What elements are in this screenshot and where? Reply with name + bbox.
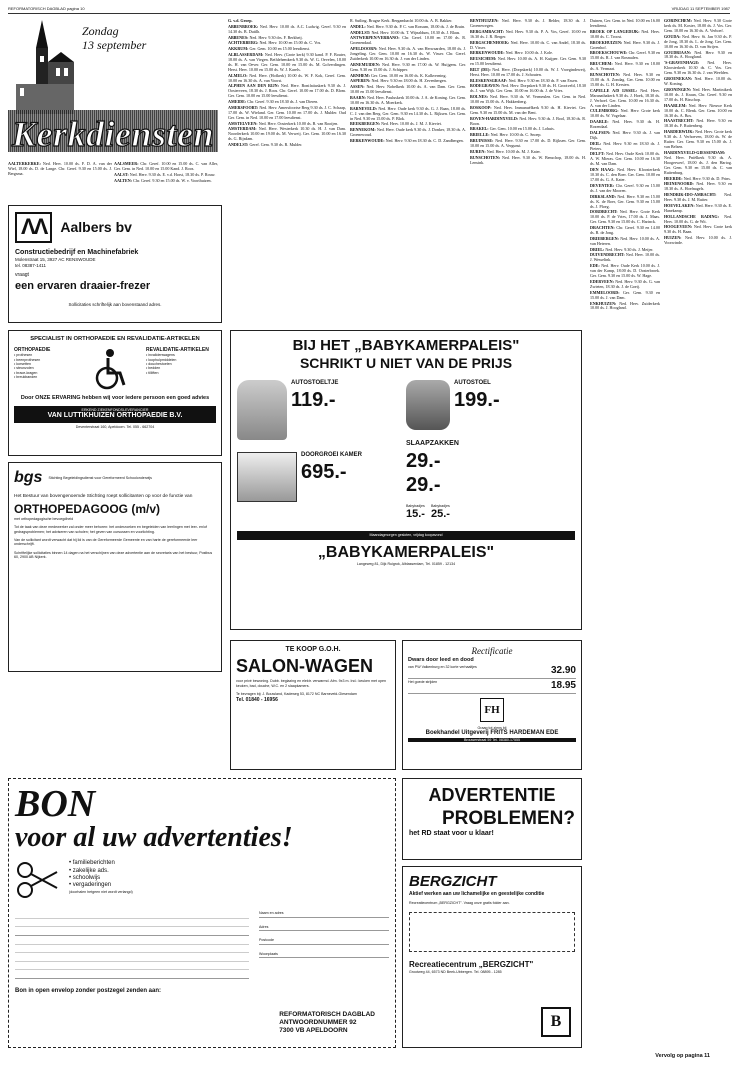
bon-address1: REFORMATORISCH DAGBLAD bbox=[279, 1011, 375, 1019]
header-right: VRIJDAG 11 SEPTEMBER 1987 bbox=[671, 6, 730, 12]
baby-item2: AUTOSTOEL bbox=[454, 380, 491, 387]
baby-item4: DOORGROEI KAMER bbox=[301, 452, 363, 459]
listing-entry: AALTERKERKE: Ned. Herv. 10.00 ds. F. D. A. van der Wiel, 18.00 ds. D. de Lange. Chr. Geref. 9.30 en 15.00 ds. J. Bergsma. bbox=[8, 161, 112, 176]
bedroom-image bbox=[237, 452, 297, 502]
bon-item: • vergaderingen bbox=[69, 882, 112, 889]
ad-bgs bbox=[8, 462, 222, 672]
salon-body: voor privé bewoning. Dubb. beglazing en elektr. verwarmd. Afm. 9x3 m. Ind.: keuken met open keuken, bad, douche, W.C. en 2 slaapkamers. bbox=[236, 679, 387, 688]
aalbers-logo: ΛΛ bbox=[15, 212, 52, 243]
ad-bon bbox=[8, 778, 396, 1048]
bon-address3: 7300 VB APELDOORN bbox=[279, 1027, 348, 1035]
bon-item: • zakelijke ads. bbox=[69, 867, 109, 874]
adv-headline2: PROBLEMEN? bbox=[442, 807, 575, 829]
kerk-day: Zondag bbox=[82, 24, 119, 38]
adv-headline1: ADVERTENTIE bbox=[428, 785, 556, 805]
rect-body: van PW Valkenburg en 32 korte verhaaltjes bbox=[408, 664, 477, 669]
bergzicht-address: Grootweg 44, 6573 ND Beek-Ubbergen. Tel. 08895 - 1285 bbox=[409, 969, 502, 974]
ortho-slogan: Door ONZE ERVARING hebben wij voor iedere persoon een goed advies bbox=[20, 395, 210, 402]
ortho-col1-item: • prothesen bbox=[14, 353, 33, 358]
rect-price1: 32.90 bbox=[550, 664, 576, 676]
ortho-col1-title: ORTHOPAEDIE bbox=[14, 347, 51, 354]
ortho-col2-item: • bedden bbox=[146, 366, 161, 371]
page-header bbox=[8, 4, 730, 14]
baby-store: „BABYKAMERPALEIS" bbox=[317, 543, 495, 561]
baby-item3: SLAAPZAKKEN bbox=[406, 440, 459, 448]
aalbers-name: Aalbers bv bbox=[60, 218, 132, 235]
ad-orthopedie bbox=[8, 330, 222, 456]
listing-col-intro-b bbox=[114, 161, 218, 201]
baby-headline1: BIJ HET „BABYKAMERPALEIS" bbox=[292, 337, 520, 354]
wheelchair-icon bbox=[90, 347, 130, 391]
salon-phone: Tel. 01840 - 16956 bbox=[236, 696, 278, 703]
rect-title: Rectificatie bbox=[471, 646, 513, 656]
ortho-col1-item: • steunzolen bbox=[14, 366, 34, 371]
bgs-contact: Schriftelijke sollicitaties binnen 14 dagen na het verschijnen van deze advertentie aan de secretaris van het bestuur, Postbus 60, 2900 AB Nijkerk. bbox=[14, 550, 213, 560]
rect-store: Boekhandel Uitgeverij FRITS HARDEMAN EDE bbox=[425, 730, 559, 737]
listing-entry: AALTEN: Chr. Geref. 9.30 en 15.00 ds. W. v. Voorthuizen. bbox=[114, 177, 212, 183]
bon-field-label: Naam en adres bbox=[259, 911, 284, 916]
ortho-company: VAN LUTTIKHUIZEN ORTHOPAEDIE B.V. bbox=[47, 412, 183, 420]
rect-item2: Het goede strijden bbox=[408, 679, 438, 684]
ad-babykamer bbox=[230, 330, 582, 630]
bon-field-label: Adres bbox=[259, 924, 269, 929]
ad-rectificatie bbox=[402, 640, 582, 770]
ortho-col2-item: • tilliften bbox=[146, 370, 159, 375]
rect-address: Brouwerstraat 59 Tel. 08380-17555 bbox=[408, 738, 576, 742]
ad-problemen bbox=[402, 778, 582, 860]
ortho-col2-title: REVALIDATIE-ARTIKELEN bbox=[146, 347, 209, 354]
baby-item6: Babybadjes bbox=[430, 503, 450, 508]
ortho-col1-item: • breukbanden bbox=[14, 375, 38, 380]
baby-price1: 119.- bbox=[291, 388, 336, 411]
ortho-company-bar bbox=[14, 406, 216, 423]
bgs-logo: bgs bbox=[14, 469, 43, 486]
ortho-col1-item: • korsetten bbox=[14, 361, 32, 366]
rect-price2: 18.95 bbox=[550, 679, 576, 691]
ad-salonwagen bbox=[230, 640, 396, 770]
kerk-title: Kerkdiensten bbox=[12, 114, 215, 154]
baby-address: Langeweg 81, Dijk Ruigrok, Alblasserdam, Tel. 01859 - 12134 bbox=[356, 562, 456, 567]
baby-price5: 15.- bbox=[406, 508, 425, 521]
rect-footer: Graag tot ziens bij bbox=[477, 726, 507, 731]
kerk-date: 13 september bbox=[82, 38, 147, 52]
ortho-title: SPECIALIST IN ORTHOPAEDIE EN REVALIDATIE-ARTIKELEN bbox=[30, 336, 200, 342]
listing-entry: AALST: Ned. Herv. 9.30 ds. E. v.d. Horst, 18.30 ds. P. Rouw. bbox=[114, 171, 216, 177]
bgs-function: ORTHOPEDAGOOG (m/v) bbox=[14, 502, 161, 517]
ortho-col1-item: • brace-kragen bbox=[14, 370, 38, 375]
aalbers-prefix: vraagt bbox=[15, 272, 29, 279]
ad-aalbers bbox=[8, 205, 222, 323]
bgs-body: Tot de taak van deze medewerker zal onder meer behoren: het onderzoeken en begeleiden van leerlingen met leer- en/of gedragsproblemen; het adviseren van scholen; het geven van cursussen en voorlichting. bbox=[14, 525, 207, 534]
bergzicht-logo: B bbox=[541, 1007, 571, 1037]
baby-price3b: 29.- bbox=[406, 474, 441, 497]
bon-item: • schoolwijs bbox=[69, 875, 101, 882]
salon-headline: SALON-WAGEN bbox=[236, 655, 373, 676]
bon-title1: BON bbox=[15, 783, 96, 825]
header-left: REFORMATORISCH DAGBLAD pagina 10 bbox=[8, 6, 85, 12]
aalbers-address: Molenstraat 15, 3927 AC RENSWOUDE bbox=[15, 257, 96, 263]
listing-col-3: R. Sutling. Brugse Kerk. Bergambacht 10.00 ds. A. B. Bakker. ANDEL: Ned. Herv. 9.30 ds. P. C. van Rossum, 18.00 ds. J. de Bruin. ANDELST: Ned. Herv. 10.00 ds. T. Wijnaldum, 18.30 ds. J. Blaas. ANTWERPEN/VERBANO: Chr. Geref. 10.00 en 17.00 ds. R. Groenendaal. APELDOORN: Ned. Herv. 9.30 ds. A. van Herwaarden, 18.00 ds. J. Jongeling. Ger. Gem. 10.00 en 16.30 ds. W. Visser. Chr. Geref. Zuiderkerk 10.00 en 16.30 ds. J. van der Linden. ARNEMUIDEN: Ned. Herv. 9.30 en 17.00 ds. W. Huijgens. Ger. Gem. 9.30 en 15.00 ds. J. Schipper. ARNHEM: Ger. Gem. 10.00 en 16.00 ds. K. Kalkverning. ASPEREN: Ned. Herv. 9.30 en 18.00 ds. H. Zevenbergen. ASSEN: Ned. Herv. Nobelkerk 10.00 ds. A. van Dam. Ger. Gem. 10.00 en 15.00 leesdienst. BAARN: Ned. Herv. Pauluskerk 10.00 ds. J. A. de Koning. Ger. Gem. 10.00 en 16.30 ds. A. Moerkerk. BARNEVELD: Ned. Herv. Oude kerk 9.30 ds. G. J. Baan, 18.00 ds. C. J. van den Berg. Ger. Gem. 9.30 en 14.30 ds. L. Rijksen. Ger. Gem. in Ned. 9.30 en 15.00 ds. P. Blok. BEEKBERGEN: Ned. Herv. 10.00 ds. J. M. J. Kieviet. BENNEKOM: Ned. Herv. Oude kerk 9.30 ds. J. Donker, 18.30 ds. A. Groenewoud. BERKENWOUDE: Ned. Herv. 9.30 en 18.30 ds. C. D. Zandbergen. bbox=[350, 18, 466, 144]
car-seat-image bbox=[237, 380, 287, 440]
bergzicht-name: Recreatiecentrum „BERGZICHT" bbox=[409, 959, 534, 969]
aalbers-phone: tel. 08387-1411 bbox=[15, 262, 46, 268]
bgs-intro: Het Bestuur van bovengenoemde Stichting roept sollicitanten op voor de functie van bbox=[14, 493, 193, 499]
listing-col-4: BENTHUIZEN: Ned. Herv. 9.30 ds. J. Belder, 18.30 ds. J. Groenewegen. BERGAMBACHT: Ned. Herv. 9.30 ds. P. A. Vos, Geref. 10.00 en 16.30 ds. J. R. Berger. BERGSCHENHOEK: Ned. Herv. 10.00 ds. C. van Andel, 18.30 ds. D. Visser. BERKENWOUDE: Ned. Herv. 10.00 ds. J. Kole. BEUSICHEM: Ned. Herv. 10.00 ds. A. H. Kuijper. Ger. Gem. 9.30 en 15.00 leesdienst. BILT (DE): Ned. Herv. (Dorpskerk) 10.00 ds. W. J. Vroegindeweij, Herst. Herv. 10.00 en 17.00 ds. J. Schouten. BLESKENSGRAAF: Ned. Herv. 9.30 en 18.30 ds. F. van Essen. BODEGRAVEN: Ned. Herv. Dorpskerk 9.30 ds. H. Grootveld, 18.30 ds. J. van Wijk. Ger. Gem. 10.00 en 16.00 ds. J. de Vries. BOLNES: Ned. Herv. 9.30 ds. W. Vermeulen. Ger. Gem. in Ned. 10.00 en 15.00 ds. A. Hakkenberg. BOSKOOP: Ned. Herv. Immanuëlkerk 9.30 ds. H. Kieviet. Ger. Gem. 9.30 en 15.00 ds. M. van der Bent. BOVEN-HARDINXVELD: Ned. Herv. 9.30 ds. J. Bool, 18.30 ds. R. Boon. BRAKEL: Ger. Gem. 10.00 en 15.00 ds. J. Lohuis. BRIELLE: Ned. Herv. 10.00 ds. C. Snoep. BRUINISSE: Ned. Herv. 9.30 en 17.00 ds. D. Rijksen. Ger. Gem. 10.00 en 15.00 ds. A. Vergunst. BUREN: Ned. Herv. 10.00 ds. M. J. Kater. BUNSCHOTEN: Ned. Herv. 9.30 ds. W. Benschop, 18.00 ds. H. Lensink. bbox=[470, 18, 586, 165]
scissors-icon bbox=[15, 860, 59, 900]
bergzicht-subtitle: Aktief werken aan uw lichamelijke en geestelijke conditie bbox=[409, 891, 545, 898]
baby-opening: Maandagmorgen gesloten, vrijdag koopavond bbox=[369, 533, 443, 538]
ortho-col1-item: • beenprothesen bbox=[14, 357, 41, 362]
church-icon bbox=[14, 18, 76, 114]
fh-logo: FH bbox=[480, 698, 504, 722]
adv-sub: het RD staat voor u klaar! bbox=[409, 830, 494, 838]
baby-item5: Babybadjes bbox=[406, 503, 425, 508]
listing-entry: AALSMEER: Chr. Geref. 10.00 en 15.00 ds. C. van Aller, Ger. Gem. in Ned. 10.00 en 15.00 Kand. J. Roos. bbox=[114, 161, 218, 171]
baby-price6: 25.- bbox=[430, 508, 450, 521]
bergzicht-title: BERGZICHT bbox=[409, 873, 497, 890]
rect-intro: Dwars door leed en dood bbox=[408, 656, 474, 663]
kerkdiensten-masthead bbox=[8, 18, 218, 158]
ortho-col2-item: • douchestoelen bbox=[146, 361, 172, 366]
bon-field-label: Woonplaats bbox=[259, 951, 278, 956]
baby-price2: 199.- bbox=[454, 388, 500, 411]
bon-address2: ANTWOORDNUMMER 92 bbox=[279, 1019, 357, 1027]
bergzicht-body: Recreatiecentrum „BERGZICHT". Vraag onze gratis folder aan. bbox=[409, 901, 510, 906]
listing-col-5: Duinen, Ger. Gem. in Ned. 10.00 en 16.00 leesdienst. BROEK OP LANGEDIJK: Ned. Herv. 10.00 ds. C. Troost. BROEKHUIZEN: Ned. Herv. 9.30 ds. J. Groenhof. BROEKSCHOUWE: Chr. Geref. 9.30 en 15.00 ds. R. J. van Rosmalen. BRUCHEM: Ned. Herv. 9.30 en 18.00 ds. A. Vermaat. BUNSCHOTEN: Ned. Herv. 9.30 en 15.00 ds. A. Zondag. Ger. Gem. 10.00 en 15.00 ds. G. H. Kersten. CAPELLE A/D IJSSEL: Ned. Herv. Maranathakerk 9.30 ds. J. Hoek, 18.30 ds. J. Verhoef. Ger. Gem. 10.00 en 16.30 ds. A. van der Linden. CULEMBORG: Ned. Herv. Grote kerk 10.00 ds. W. Vogelaar. DAARLE: Ned. Herv. 9.30 ds. H. Rozendaal. DALFSEN: Ned. Herv. 9.30 ds. J. van Dijk. DEIL: Ned. Herv. 9.30 en 18.30 ds. J. Pieters. DELFT: Ned. Herv. Oude Kerk 10.00 ds. A. W. Mieras. Ger. Gem. 10.00 en 16.30 ds. M. van Dam. DEN HAAG: Ned. Herv. Kloosterkerk 10.30 ds. C. den Boer. Ger. Gem. 10.00 en 17.00 ds. G. A. Kater. DEVENTER: Chr. Geref. 9.30 en 15.00 ds. J. van der Mooren. DIRKSLAND: Ned. Herv. 9.30 en 15.00 ds. K. de Boer, Ger. Gem. 9.30 en 15.00 ds. J. Ploeg. DORDRECHT: Ned. Herv. Grote Kerk 10.00 ds. P. de Vries, 17.00 ds. J. Maas. Ger. Gem. 9.30 en 15.00 ds. C. Harinck. DRACHTEN: Chr. Geref. 9.30 en 14.00 ds. B. de Jong. DRIEBERGEN: Ned. Herv. 10.00 ds. A. van Heteren. DRIEL: Ned. Herv. 9.30 ds. J. Meijer. DUIVENDRECHT: Ned. Herv. 10.00 ds. J. Wesselink. EDE: Ned. Herv. Oude Kerk 10.00 ds. J. van der Kamp, 18.00 ds. D. Oosterbroek. Ger. Gem. 9.30 en 15.00 ds. W. Hage. EDERVEEN: Ned. Herv. 9.30 ds. G. van Zwieten, 18.30 ds. J. de Goeij. EMMELOORD: Ger. Gem. 9.30 en 15.00 ds. J. van Dam. ENKHUIZEN: Ned. Herv. Zuiderkerk 10.00 ds. J. Hoogland. bbox=[590, 18, 660, 311]
ortho-col2-item: • invalidenwagens bbox=[146, 353, 175, 358]
baby-item1: AUTOSTOELTJE bbox=[291, 380, 339, 387]
ortho-company-top: ERKEND ZIEKENFONDSLEVERANCIER bbox=[81, 407, 149, 412]
salon-contact: Te bevragen bij: J. Bouwland, Kadeweg 53, 8172 NC Barneveld-Giesendam bbox=[236, 692, 357, 697]
listing-col-2: G. v.d. Groep. ABBENBROEK: Ned. Herv. 10.00 ds. A.C. Ludwig. Geref. 9.30 en 14.30 ds. B. Dutilh. ABBENES: Ned. Herv. 9.30 drs. F. Berkheij. ACHTERBERG: Ned. Herv. 10.00 en 15.00 ds. C. Vos. AKKRUM: Ger. Gem. 10.00 en 15.00 leesdienst. ALBLASSERDAM: Ned. Herv. (Grote kerk) 9.30 kand. P. F. Bouter, 18.00 ds. A. van Viegen. Bethlehemkerk 9.30 ds. W. G. Oevelen, 18.00 ds. H. van Oever. Ger. Gem. 10.00 en 15.00 ds. M. Golverdingen. Herst. Herv. 10.00 en 15.00 ds. W. J. Karels. ALMELO: Ned. Herv. (Hofkerk) 10.00 ds. W. F. Kok, Geref. Gem. 10.00 en 16.30 ds. A. van Voorst. ALPHEN AAN DEN RIJN: Ned. Herv. Bonifatiuskerk 9.30 ds. J. Oosterveen, 18.30 ds. J. Roos. Chr. Geref. 10.00 en 17.00 ds. D. Blom. Ger. Gem. 10.00 en 15.00 leesdienst. AMEIDE: Chr. Geref. 9.30 en 18.30 ds. J. van Dieren. AMERSFOORT: Ned. Herv. Amersfoortse Berg 9.30 ds. J. C. Schaap, 17.00 ds. W. Wieland. Ger. Gem. 10.00 en 17.00 ds. J. Mulder. Oud Ger. Gem. in Ned. 10.00 en 17.00 leesdienst. AMSTELVEEN: Ned. Herv. Oosterkerk 10.00 ds. B. van Rooijen. AMSTERDAM: Ned. Herv. Westerkerk 10.30 ds. H. J. van Dam. Noorderkerk 10.00 en 19.00 ds. M. Verweij. Ger. Gem. 10.00 en 16.30 ds. G. Rijsdam. ANDELST: Geref. Gem. 9.30 ds. R. Mulder. bbox=[228, 18, 346, 148]
bon-field-label: Postcode bbox=[259, 938, 274, 943]
aalbers-tagline: Constructiebedrijf en Machinefabriek bbox=[15, 248, 139, 256]
baby-price3a: 29.- bbox=[406, 449, 441, 472]
bergzicht-coupon[interactable] bbox=[409, 912, 575, 952]
bon-item-note: (doorhalen hetgeen niet wordt verlangd) bbox=[69, 889, 133, 894]
bgs-sub: Stichting Begeleidingsdienst voor Gereformeerd Schoolonderwijs bbox=[48, 475, 152, 480]
bgs-requirements: Van de sollicitant wordt verwacht dat hij lid is van de Gereformeerde Gemeente en van harte de gereformeerde leer onderschrijft. bbox=[14, 538, 198, 547]
ortho-col2-item: • loophulpmiddelen bbox=[146, 357, 177, 362]
bon-text-lines[interactable] bbox=[15, 910, 249, 980]
listing-col-intro-a bbox=[8, 161, 112, 201]
bon-title2: voor al uw advertenties! bbox=[15, 822, 293, 853]
bgs-function-sub: met orthopedagogische bevoegdheid bbox=[14, 516, 74, 521]
listing-col-6: GORINCHEM: Ned. Herv. 9.30 Grote kerk ds. M. Koster, 18.00 ds. J. Vos. Ger. Gem. 10.00 en 16.30 ds. A. Verhoef. GOUDA: Ned. Herv. St. Jan 9.30 ds. P. de Jong, 18.30 ds. L. de Jong. Ger. Gem. 10.00 en 16.30 ds. D. van Strijen. GOUDRIAAN: Ned. Herv. 9.30 en 18.30 ds. A. Hoogland. 'S-GRAVENHAGE: Ned. Herv. Kloosterkerk 10.30 ds. C. Vos. Ger. Gem. 9.30 en 16.30 ds. J. van Weelden. GROENEKAN: Ned. Herv. 10.00 ds. W. Koning. GRONINGEN: Ned. Herv. Martinikerk 10.00 ds. J. Kraan, Chr. Geref. 9.30 en 17.00 ds. H. Bisschop. HAARLEM: Ned. Herv. Nieuwe Kerk 10.00 ds. C. Blenk. Ger. Gem. 10.00 en 16.30 ds. A. Bos. HAASTRECHT: Ned. Herv. 9.30 en 18.30 ds. F. Ruitenberg. HARDERWIJK: Ned. Herv. Grote kerk 9.30 ds. J. Verhoeven, 18.00 ds. W. de Ruiter. Ger. Gem. 9.30 en 15.00 ds. J. van Belzen. HARDINXVELD-GIESSENDAM: Ned. Herv. Pniëlkerk 9.30 ds. A. Hoogerwerf, 18.00 ds. J. den Hartog. Ger. Gem. 9.30 en 15.00 ds. C. van Ruitenburg. HEERDE: Ned. Herv. 9.30 ds. D. Prins. HEINENOORD: Ned. Herv. 9.30 en 18.30 ds. A. Hoefnagels. HENDRIK-IDO-AMBACHT: Ned. Herv. 9.30 ds. J. M. Ruiter. HOEVELAKEN: Ned. Herv. 9.30 ds. E. Hanekamp. HOLLANDSCHE RADING: Ned. Herv. 10.00 ds. G. de Wit. HOOGEVEEN: Ned. Herv. Grote kerk 9.30 ds. H. Baan. HUIZEN: Ned. Herv. 10.00 ds. J. Voorwinde. bbox=[664, 18, 732, 246]
bon-item: • familieberichten bbox=[69, 860, 115, 867]
aalbers-headline: een ervaren draaier-frezer bbox=[15, 280, 151, 293]
bon-footer: Bon in open envelop zonder postzegel zenden aan: bbox=[15, 988, 162, 995]
ad-bergzicht bbox=[402, 866, 582, 1048]
aalbers-note: Sollicitaties schriftelijk aan bovenstaand adres. bbox=[68, 301, 162, 307]
car-seat2-image bbox=[406, 380, 450, 430]
continued-link[interactable]: Vervolg op pagina 11 bbox=[655, 1053, 710, 1059]
ortho-address: Deventerstraat 160, Apeldoorn. Tel. 055 - 662704 bbox=[75, 424, 155, 429]
salon-title: TE KOOP G.O.H. bbox=[285, 646, 341, 653]
baby-price4: 695.- bbox=[301, 460, 347, 483]
baby-headline2: SCHRIKT U NIET VAN DE PRIJS bbox=[299, 355, 513, 372]
